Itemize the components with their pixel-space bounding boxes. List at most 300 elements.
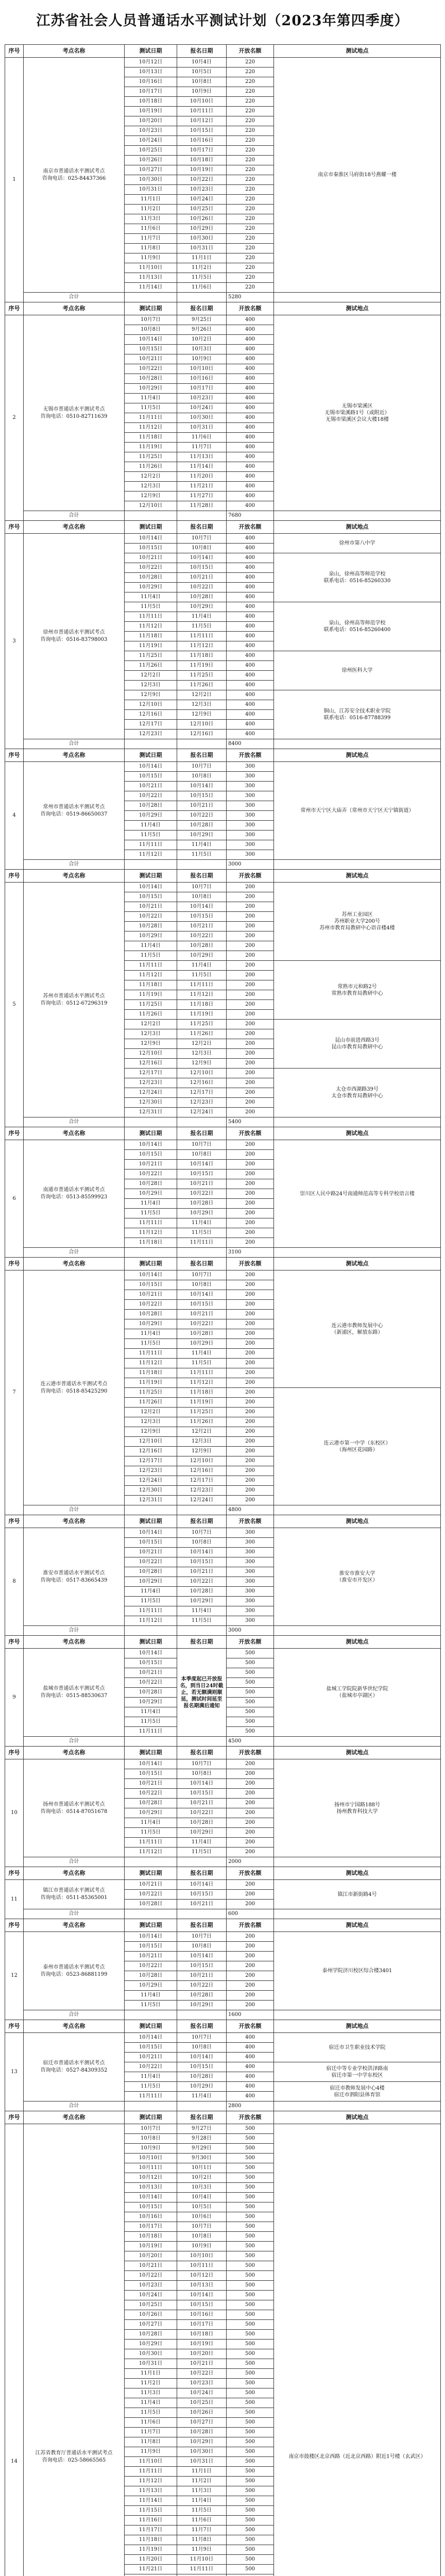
- quota: 500: [227, 2408, 274, 2418]
- test-date: 10月29日: [125, 1577, 177, 1587]
- total-blank: [274, 739, 441, 749]
- test-date: 11月4日: [125, 1707, 177, 1717]
- quota: 200: [227, 1349, 274, 1359]
- test-date: 10月21日: [125, 902, 177, 912]
- test-date: 10月17日: [125, 87, 177, 97]
- test-date: 11月5日: [125, 2001, 177, 2010]
- header-row: [5, 1515, 441, 1528]
- quota: 220: [227, 253, 274, 263]
- test-date: 11月13日: [125, 2486, 177, 2496]
- quota: 200: [227, 951, 274, 961]
- test-date: 11月11日: [125, 1606, 177, 1616]
- signup-date: 10月28日: [177, 821, 227, 831]
- total-row: [5, 2102, 441, 2111]
- test-date: 10月22日: [125, 1678, 177, 1688]
- header-site-name: 考点名称: [24, 2020, 125, 2033]
- quota: 220: [227, 224, 274, 234]
- quota: 500: [227, 2369, 274, 2379]
- test-date: 11月5日: [125, 602, 177, 612]
- signup-date: 10月22日: [177, 1319, 227, 1329]
- quota: 500: [227, 2418, 274, 2428]
- test-date: 11月2日: [125, 2379, 177, 2388]
- test-location: [274, 1020, 441, 1069]
- test-date: 10月13日: [125, 67, 177, 77]
- signup-date: 11月14日: [177, 462, 227, 472]
- quota: 400: [227, 423, 274, 433]
- test-date: 11月5日: [125, 831, 177, 840]
- signup-date: 11月2日: [177, 263, 227, 273]
- signup-date: 11月4日: [177, 961, 227, 971]
- test-date: 10月28日: [125, 801, 177, 811]
- quota: 200: [227, 1808, 274, 1818]
- quota: 400: [227, 602, 274, 612]
- test-date: 10月20日: [125, 116, 177, 126]
- total-value: 7680: [227, 511, 274, 521]
- signup-date: 11月26日: [177, 1029, 227, 1039]
- section-number: 2: [5, 315, 24, 521]
- signup-date: 10月24日: [177, 403, 227, 413]
- site-name-line: 苏州市普通话水平测试考点: [25, 993, 123, 1000]
- test-date: 11月1日: [125, 2369, 177, 2379]
- site-name-line: 无锡市普通话水平测试考点: [25, 406, 123, 413]
- quota: 200: [227, 1160, 274, 1170]
- signup-date: 11月12日: [177, 641, 227, 651]
- signup-date: 12月10日: [177, 720, 227, 730]
- test-date: 10月22日: [125, 1890, 177, 1900]
- signup-date: 11月4日: [177, 1349, 227, 1359]
- test-location: [274, 883, 441, 961]
- signup-date: 11月25日: [177, 1408, 227, 1417]
- total-blank: [177, 1248, 227, 1258]
- header-row: [5, 1636, 441, 1649]
- quota: 400: [227, 384, 274, 394]
- test-date: 10月26日: [125, 156, 177, 165]
- header-location: 测试地点: [274, 45, 441, 58]
- header-site-name: 考点名称: [24, 302, 125, 315]
- quota: 500: [227, 2457, 274, 2467]
- total-row: [5, 1626, 441, 1636]
- quota: 500: [227, 1727, 274, 1737]
- test-date: 10月18日: [125, 97, 177, 107]
- test-date: 11月11日: [125, 1349, 177, 1359]
- signup-date: 11月10日: [177, 2555, 227, 2565]
- signup-date: 10月13日: [177, 2281, 227, 2291]
- signup-date: 10月15日: [177, 563, 227, 573]
- quota: 500: [227, 2144, 274, 2154]
- signup-date: 10月8日: [177, 544, 227, 553]
- total-blank: [125, 511, 177, 521]
- header-no: 序号: [5, 2111, 24, 2124]
- test-date: 11月11日: [125, 840, 177, 850]
- test-date: 12月23日: [125, 730, 177, 739]
- signup-date: 11月4日: [177, 2496, 227, 2506]
- signup-date: 10月24日: [177, 195, 227, 205]
- test-date: 11月14日: [125, 283, 177, 293]
- quota: 200: [227, 1339, 274, 1349]
- section-number: 8: [5, 1528, 24, 1636]
- test-date: 10月22日: [125, 1170, 177, 1179]
- test-date: 10月28日: [125, 1310, 177, 1319]
- header-no: 序号: [5, 1747, 24, 1759]
- test-location-line: 徐州医科大学: [276, 667, 439, 674]
- signup-date: 11月4日: [177, 1606, 227, 1616]
- quota: 200: [227, 1000, 274, 1010]
- total-blank: [125, 1248, 177, 1258]
- signup-date: 10月21日: [177, 1310, 227, 1319]
- test-date: 11月12日: [125, 423, 177, 433]
- test-date: 12月9日: [125, 1039, 177, 1049]
- signup-date: 10月16日: [177, 374, 227, 384]
- signup-date: 10月21日: [177, 2359, 227, 2369]
- schedule-table: [5, 44, 441, 2576]
- quota: 500: [227, 2486, 274, 2496]
- total-blank: [177, 1857, 227, 1867]
- test-date: 11月10日: [125, 2457, 177, 2467]
- quota: 500: [227, 2496, 274, 2506]
- signup-date: 11月19日: [177, 1010, 227, 1020]
- quota: 500: [227, 2467, 274, 2477]
- test-date: 11月8日: [125, 2437, 177, 2447]
- test-date: 10月22日: [125, 1961, 177, 1971]
- header-row: [5, 1867, 441, 1880]
- total-blank: [274, 1737, 441, 1747]
- quota: 500: [227, 2202, 274, 2212]
- header-signup-date: 报名日期: [177, 45, 227, 58]
- page-title: 江苏省社会人员普通话水平测试计划（2023年第四季度）: [0, 9, 445, 29]
- test-location-line: 太仓市西湖路39号: [276, 1086, 439, 1093]
- header-location: 测试地点: [274, 1867, 441, 1880]
- test-date: 11月4日: [125, 592, 177, 602]
- total-label: 合计: [24, 2102, 125, 2111]
- test-location: [274, 2033, 441, 2062]
- header-test-date: 测试日期: [125, 2020, 177, 2033]
- header-row: [5, 1919, 441, 1932]
- test-date: [125, 2574, 177, 2576]
- quota: 500: [227, 2565, 274, 2574]
- site-name-line: 咨询电话：025-84437366: [25, 175, 123, 182]
- test-date: 11月2日: [125, 205, 177, 214]
- quota: 300: [227, 762, 274, 772]
- test-date: 12月10日: [125, 1437, 177, 1447]
- signup-date: 10月14日: [177, 1160, 227, 1170]
- test-date: 11月12日: [125, 850, 177, 860]
- signup-date: 11月11日: [177, 632, 227, 641]
- quota: 220: [227, 263, 274, 273]
- signup-date: 10月14日: [177, 1548, 227, 1557]
- test-date: 12月16日: [125, 1059, 177, 1069]
- header-signup-date: 报名日期: [177, 2020, 227, 2033]
- signup-date: 12月17日: [177, 1088, 227, 1098]
- quota: 400: [227, 563, 274, 573]
- quota: 200: [227, 1010, 274, 1020]
- total-row: [5, 2010, 441, 2020]
- signup-date: 10月15日: [177, 2062, 227, 2072]
- quota: 220: [227, 273, 274, 283]
- signup-date: 10月15日: [177, 2300, 227, 2310]
- signup-date: 10月18日: [177, 2330, 227, 2340]
- site-name-line: 咨询电话：0515-88530637: [25, 1692, 123, 1700]
- test-date: 10月29日: [125, 1319, 177, 1329]
- test-date: 10月29日: [125, 1981, 177, 1991]
- signup-date: 12月24日: [177, 1108, 227, 1117]
- test-location-line: 淮安市淮安大学: [276, 1570, 439, 1577]
- total-value: 600: [227, 1909, 274, 1919]
- quota: 400: [227, 413, 274, 423]
- test-date: 10月14日: [125, 1140, 177, 1150]
- test-date: 10月29日: [125, 811, 177, 821]
- quota: 220: [227, 116, 274, 126]
- signup-date: 11月5日: [177, 1848, 227, 1857]
- quota: 200: [227, 1427, 274, 1437]
- signup-date: 12月24日: [177, 1496, 227, 1505]
- test-date: 11月4日: [125, 2072, 177, 2082]
- test-date: 12月31日: [125, 1496, 177, 1505]
- signup-date: 11月1日: [177, 2467, 227, 2477]
- quota: 200: [227, 1828, 274, 1838]
- test-date: 10月15日: [125, 772, 177, 782]
- quota: 200: [227, 961, 274, 971]
- quota: 300: [227, 801, 274, 811]
- quota: 300: [227, 1597, 274, 1606]
- quota: 500: [227, 2212, 274, 2222]
- site-name-line: 咨询电话：0512-67296319: [25, 1000, 123, 1007]
- header-location: 测试地点: [274, 1515, 441, 1528]
- header-quota: 开放名额: [227, 2020, 274, 2033]
- signup-date: 10月14日: [177, 1880, 227, 1890]
- test-date: 11月18日: [125, 980, 177, 990]
- header-test-date: 测试日期: [125, 521, 177, 534]
- test-location-line: 苏州市教育局教研中心语音楼4楼: [276, 925, 439, 931]
- quota: 200: [227, 1942, 274, 1952]
- total-label: 合计: [24, 2010, 125, 2020]
- quota: 500: [227, 2526, 274, 2535]
- quota: 200: [227, 1408, 274, 1417]
- test-date: 11月11日: [125, 612, 177, 622]
- signup-date: 10月31日: [177, 423, 227, 433]
- quota: 400: [227, 622, 274, 632]
- signup-date: 10月30日: [177, 2447, 227, 2457]
- signup-date: 11月12日: [177, 990, 227, 1000]
- test-date: 11月4日: [125, 1199, 177, 1209]
- site-name-cell: [24, 534, 125, 739]
- quota: 200: [227, 1359, 274, 1368]
- quota: 400: [227, 544, 274, 553]
- test-date: 10月16日: [125, 2212, 177, 2222]
- test-date: 10月21日: [125, 2261, 177, 2271]
- table-row: [5, 2124, 441, 2134]
- header-site-name: 考点名称: [24, 1867, 125, 1880]
- signup-date: 10月15日: [177, 1789, 227, 1799]
- signup-date: 10月12日: [177, 2271, 227, 2281]
- signup-date: 10月23日: [177, 394, 227, 403]
- test-location-line: 泉山，徐州高等师范学校: [276, 620, 439, 626]
- signup-date: 10月10日: [177, 97, 227, 107]
- signup-date: 10月22日: [177, 1577, 227, 1587]
- signup-date: 10月7日: [177, 1528, 227, 1538]
- test-date: 11月14日: [125, 2496, 177, 2506]
- signup-date: 12月3日: [177, 700, 227, 710]
- quota: 400: [227, 632, 274, 641]
- quota: 300: [227, 821, 274, 831]
- site-name-cell: [24, 2033, 125, 2102]
- test-location-line: 联系电话：0516-85260400: [276, 626, 439, 633]
- test-date: 10月21日: [125, 782, 177, 791]
- quota: 400: [227, 472, 274, 482]
- signup-date: 9月27日: [177, 2124, 227, 2134]
- table-row: [5, 315, 441, 325]
- quota: 200: [227, 1900, 274, 1909]
- quota: 400: [227, 394, 274, 403]
- test-location-line: 徐州市第八中学: [276, 540, 439, 547]
- section-number: 4: [5, 762, 24, 870]
- test-location: [274, 1388, 441, 1505]
- quota: 200: [227, 1378, 274, 1388]
- header-quota: 开放名额: [227, 1919, 274, 1932]
- test-date: 10月14日: [125, 1528, 177, 1538]
- total-value: 2800: [227, 2102, 274, 2111]
- quota: 200: [227, 990, 274, 1000]
- table-row: [5, 1932, 441, 1942]
- quota: 500: [227, 2437, 274, 2447]
- signup-date: 12月16日: [177, 1078, 227, 1088]
- table-row: [5, 762, 441, 772]
- quota: 400: [227, 2092, 274, 2102]
- quota: 200: [227, 1179, 274, 1189]
- header-site-name: 考点名称: [24, 1258, 125, 1270]
- total-blank: [125, 293, 177, 302]
- test-date: 10月29日: [125, 583, 177, 592]
- header-quota: 开放名额: [227, 2111, 274, 2124]
- test-location-line: 常熟市教育局教研中心: [276, 990, 439, 997]
- test-date: 11月26日: [125, 661, 177, 671]
- test-date: 10月21日: [125, 553, 177, 563]
- quota: 200: [227, 1218, 274, 1228]
- total-blank: [274, 1117, 441, 1127]
- test-location-line: 苏州工业园区: [276, 911, 439, 918]
- test-location: [274, 534, 441, 553]
- section-number: 11: [5, 1880, 24, 1919]
- table-row: [5, 1140, 441, 1150]
- signup-date: 10月8日: [177, 1942, 227, 1952]
- total-blank: [125, 739, 177, 749]
- test-location: [274, 1649, 441, 1737]
- quota: 400: [227, 335, 274, 345]
- test-date: 11月11日: [125, 2092, 177, 2102]
- test-location: [274, 1140, 441, 1248]
- signup-date: 10月1日: [177, 2163, 227, 2173]
- quota: 200: [227, 1476, 274, 1486]
- test-location-line: 常州市天宁区大庙弄（常州市天宁区天宁镇街道）: [276, 807, 439, 814]
- header-row: [5, 1258, 441, 1270]
- header-test-date: 测试日期: [125, 1919, 177, 1932]
- quota: 200: [227, 1319, 274, 1329]
- test-date: 11月5日: [125, 403, 177, 413]
- header-signup-date: 报名日期: [177, 870, 227, 883]
- total-blank: [274, 2010, 441, 2020]
- quota: 200: [227, 1486, 274, 1496]
- header-quota: 开放名额: [227, 45, 274, 58]
- test-location: [274, 1069, 441, 1117]
- quota: 200: [227, 1932, 274, 1942]
- quota: 200: [227, 1329, 274, 1339]
- signup-date: 11月26日: [177, 681, 227, 690]
- signup-date: 11月18日: [177, 1000, 227, 1010]
- test-location-line: 联系电话：0516-87788399: [276, 715, 439, 721]
- site-name-line: 咨询电话：0519-86650037: [25, 811, 123, 818]
- header-signup-date: 报名日期: [177, 1515, 227, 1528]
- signup-date: 10月22日: [177, 1808, 227, 1818]
- quota: [227, 2574, 274, 2576]
- header-location: 测试地点: [274, 1919, 441, 1932]
- test-date: 10月15日: [125, 1150, 177, 1160]
- signup-date: 11月12日: [177, 1378, 227, 1388]
- test-date: 10月7日: [125, 315, 177, 325]
- total-label: 合计: [24, 1626, 125, 1636]
- header-no: 序号: [5, 1515, 24, 1528]
- test-date: 10月22日: [125, 791, 177, 801]
- quota: 220: [227, 175, 274, 185]
- header-no: 序号: [5, 2020, 24, 2033]
- signup-date: 10月18日: [177, 156, 227, 165]
- signup-date: 11月11日: [177, 980, 227, 990]
- test-date: 12月2日: [125, 1020, 177, 1029]
- header-no: 序号: [5, 1258, 24, 1270]
- quota: 400: [227, 2082, 274, 2092]
- test-date: 12月24日: [125, 1088, 177, 1098]
- signup-date: 10月22日: [177, 583, 227, 592]
- signup-date: 10月15日: [177, 1961, 227, 1971]
- header-location: 测试地点: [274, 1258, 441, 1270]
- header-location: 测试地点: [274, 2020, 441, 2033]
- test-date: 10月14日: [125, 534, 177, 544]
- test-date: 11月12日: [125, 1359, 177, 1368]
- test-date: 10月29日: [125, 931, 177, 941]
- signup-date: 10月7日: [177, 762, 227, 772]
- quota: 200: [227, 1280, 274, 1290]
- signup-date: 11月26日: [177, 1417, 227, 1427]
- test-date: 10月15日: [125, 1942, 177, 1952]
- signup-date: 11月4日: [177, 1218, 227, 1228]
- test-date: 11月12日: [125, 1616, 177, 1626]
- quota: 500: [227, 2281, 274, 2291]
- quota: 200: [227, 931, 274, 941]
- quota: 220: [227, 107, 274, 116]
- signup-date: 10月14日: [177, 1952, 227, 1961]
- table-row: [5, 1528, 441, 1538]
- quota: 500: [227, 2428, 274, 2437]
- test-date: 12月3日: [125, 1417, 177, 1427]
- total-row: [5, 293, 441, 302]
- table-row: [5, 58, 441, 67]
- signup-date: 10月4日: [177, 2193, 227, 2202]
- site-name-line: 咨询电话：0510-82711639: [25, 413, 123, 420]
- quota: 200: [227, 1039, 274, 1049]
- test-date: 11月18日: [125, 632, 177, 641]
- test-date: 10月10日: [125, 2154, 177, 2163]
- quota: 220: [227, 195, 274, 205]
- quota: 400: [227, 501, 274, 511]
- signup-date: 12月10日: [177, 1456, 227, 1466]
- signup-date: 12月9日: [177, 1447, 227, 1456]
- quota: 220: [227, 67, 274, 77]
- quota: 300: [227, 840, 274, 850]
- total-blank: [125, 2010, 177, 2020]
- test-date: 10月8日: [125, 325, 177, 335]
- test-location: [274, 651, 441, 690]
- total-label: 合计: [24, 1248, 125, 1258]
- header-signup-date: 报名日期: [177, 1258, 227, 1270]
- test-date: 10月31日: [125, 185, 177, 195]
